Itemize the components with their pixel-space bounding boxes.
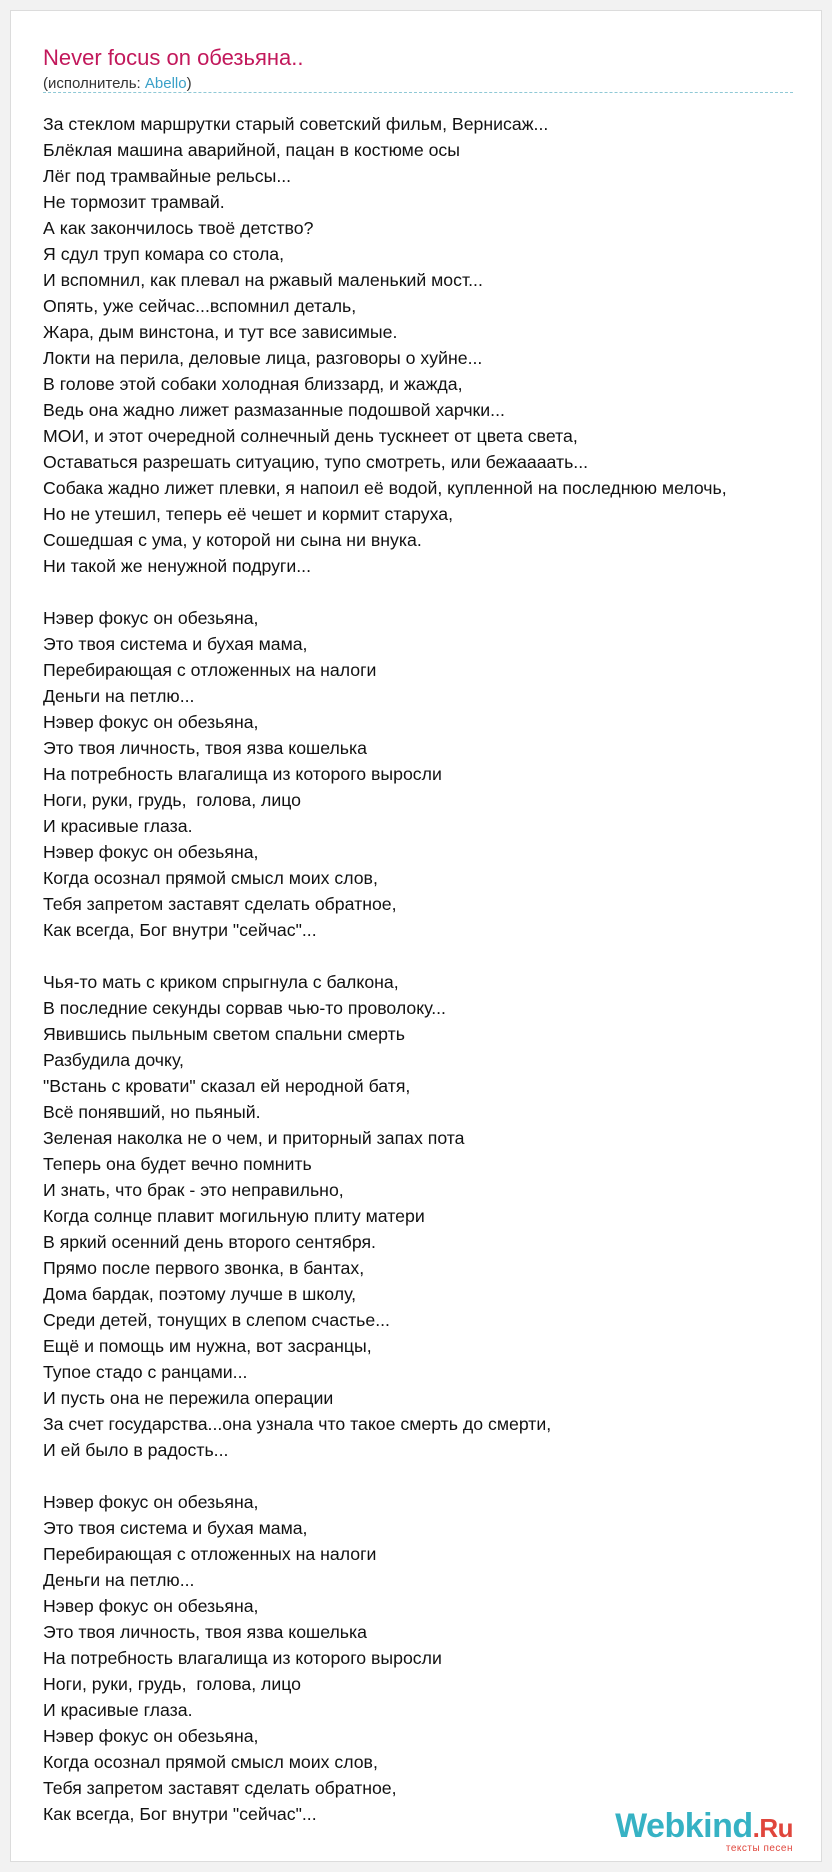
logo-name: Webkind [615,1807,753,1845]
artist-line [43,75,192,92]
artist-link[interactable]: Abello [144,75,187,92]
artist-prefix: (исполнитель: [43,75,145,92]
webkind-logo[interactable] [615,1809,793,1854]
song-title: Never focus on обезьяна.. [43,45,304,70]
artist-suffix: ) [186,75,192,92]
lyrics-text: За стеклом маршрутки старый советский фильм, Вернисаж... Блёклая машина аварийной, пацан в костюме осы Лёг под трамвайные рельсы... Не тормозит трамвай. А как закончилось твоё детство? Я сдул труп комара со стола, И вспомнил, как плевал на ржавый маленький мост... Опять, уже сейчас...вспомнил деталь, Жара, дым винстона, и тут все зависимые. Локти на перила, деловые лица, разговоры о хуйне... В голове этой собаки холодная близзард, и жажда, Ведь она жадно лижет размазанные подошвой харчки... МОИ, и этот очередной солнечный день тускнеет от цвета света, Оставаться разрешать ситуацию, тупо смотреть, или бежаааать... Собака жадно лижет плевки, я напоил её водой, купленной на последнюю мелочь, Но не утешил, теперь её чешет и кормит старуха, Сошедшая с ума, у которой ни сына ни внука. Ни такой же ненужной подруги... Нэвер фокус он обезьяна, Это твоя система и бухая мама, Перебирающая с отложенных на налоги Деньги на петлю... Нэвер фокус он обезьяна, Это твоя личность, твоя язва кошелька На потребность влагалища из которого выросли Ноги, руки, грудь, голова, лицо И красивые глаза. Нэвер фокус он обезьяна, Когда осознал прямой смысл моих слов, Тебя запретом заставят сделать обратное, Как всегда, Бог внутри "сейчас"... Чья-то мать с криком спрыгнула с балкона, В последние секунды сорвав чью-то проволоку... Явившись пыльным светом спальни смерть Разбудила дочку, "Встань с кровати" сказал ей неродной батя, Всё понявший, но пьяный. Зеленая наколка не о чем, и приторный запах пота Теперь она будет вечно помнить И знать, что брак - это неправильно, Когда солнце плавит могильную плиту матери В яркий осенний день второго сентября. Прямо после первого звонка, в бантах, Дома бардак, поэтому лучше в школу, Среди детей, тонущих в слепом счастье... Ещё и помощь им нужна, вот засранцы, Тупое стадо с ранцами... И пусть она не пережила операции За счет государства...она узнала что такое смерть до смерти, И ей было в радость... Нэвер фокус он обезьяна, Это твоя система и бухая мама, Перебирающая с отложенных на налоги Деньги на петлю... Нэвер фокус он обезьяна, Это твоя личность, твоя язва кошелька На потребность влагалища из которого выросли Ноги, руки, грудь, голова, лицо И красивые глаза. Нэвер фокус он обезьяна, Когда осознал прямой смысл моих слов, Тебя запретом заставят сделать обратное, Как всегда, Бог внутри "сейчас"... [43,114,727,1824]
lyrics-card [10,10,822,1862]
logo-tld: .Ru [752,1813,793,1843]
title-divider [43,92,793,93]
logo-tagline: тексты песен [725,1843,793,1854]
